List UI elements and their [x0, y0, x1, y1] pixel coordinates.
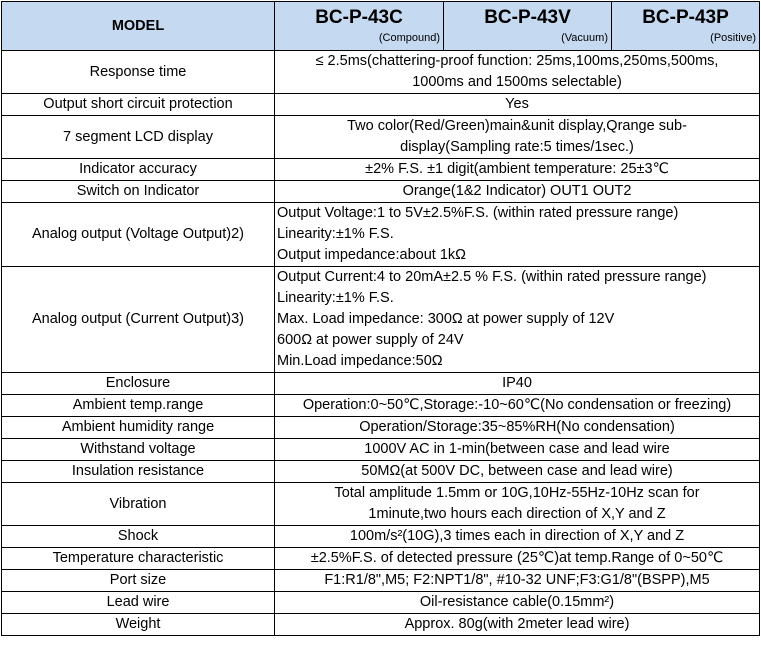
- spec-value: [275, 51, 760, 94]
- spec-value-line: 600Ω at power supply of 24V: [277, 332, 464, 348]
- spec-value-line: ±2.5%F.S. of detected pressure (25℃)at temp.Range of 0~50℃: [310, 550, 724, 566]
- spec-value: [275, 548, 760, 570]
- spec-value: [275, 94, 760, 116]
- spec-label: 7 segment LCD display: [2, 116, 275, 159]
- spec-value-line: ±2% F.S. ±1 digit(ambient temperature: 25±3℃: [365, 161, 669, 177]
- variant-code: BC-P-43C: [315, 7, 403, 28]
- spec-row: [2, 395, 760, 417]
- spec-row: [2, 181, 760, 203]
- spec-label: Lead wire: [2, 592, 275, 614]
- spec-table: [1, 1, 760, 636]
- spec-value: [275, 203, 760, 267]
- spec-label: Insulation resistance: [2, 461, 275, 483]
- variant-header-positive: [612, 2, 760, 51]
- spec-value-line: Output Voltage:1 to 5V±2.5%F.S. (within rated pressure range): [277, 205, 679, 221]
- spec-value-line: 1000V AC in 1-min(between case and lead wire: [364, 441, 670, 457]
- spec-value-line: 50MΩ(at 500V DC, between case and lead wire): [361, 463, 673, 479]
- spec-row: [2, 203, 760, 267]
- spec-value: [275, 614, 760, 636]
- spec-value-line: ≤ 2.5ms(chattering-proof function: 25ms,100ms,250ms,500ms,: [315, 53, 719, 69]
- spec-value-line: Yes: [505, 96, 529, 112]
- spec-row: [2, 548, 760, 570]
- spec-label: Vibration: [2, 483, 275, 526]
- spec-label: Shock: [2, 526, 275, 548]
- spec-value: [275, 592, 760, 614]
- variant-type: (Vacuum): [561, 32, 608, 44]
- spec-row: [2, 94, 760, 116]
- spec-value-line: display(Sampling rate:5 times/1sec.): [400, 139, 634, 155]
- model-header: MODEL: [2, 2, 275, 51]
- spec-row: [2, 483, 760, 526]
- spec-row: [2, 526, 760, 548]
- spec-value-line: Output impedance:about 1kΩ: [277, 247, 466, 263]
- spec-label: Ambient humidity range: [2, 417, 275, 439]
- spec-value-line: Orange(1&2 Indicator) OUT1 OUT2: [402, 183, 632, 199]
- spec-value-line: Min.Load impedance:50Ω: [277, 353, 443, 369]
- spec-value-line: Linearity:±1% F.S.: [277, 290, 394, 306]
- spec-value-line: F1:R1/8",M5; F2:NPT1/8", #10-32 UNF;F3:G1/8"(BSPP),M5: [324, 572, 710, 588]
- spec-label: Switch on Indicator: [2, 181, 275, 203]
- spec-value-line: Total amplitude 1.5mm or 10G,10Hz-55Hz-10Hz scan for: [334, 485, 700, 501]
- spec-value: [275, 395, 760, 417]
- spec-value-line: 100m/s²(10G),3 times each in direction of X,Y and Z: [349, 528, 685, 544]
- spec-label: Port size: [2, 570, 275, 592]
- spec-label: Enclosure: [2, 373, 275, 395]
- spec-label: Temperature characteristic: [2, 548, 275, 570]
- spec-row: [2, 116, 760, 159]
- spec-body: [2, 51, 760, 636]
- spec-row: [2, 439, 760, 461]
- spec-row: [2, 417, 760, 439]
- spec-value: [275, 267, 760, 373]
- spec-value-line: Approx. 80g(with 2meter lead wire): [404, 616, 630, 632]
- spec-label: Withstand voltage: [2, 439, 275, 461]
- spec-value-line: Operation/Storage:35~85%RH(No condensation): [359, 419, 675, 435]
- variant-header-compound: [275, 2, 444, 51]
- spec-row: [2, 267, 760, 373]
- variant-header-vacuum: [444, 2, 612, 51]
- spec-value-line: Linearity:±1% F.S.: [277, 226, 394, 242]
- spec-label: Indicator accuracy: [2, 159, 275, 181]
- spec-row: [2, 592, 760, 614]
- variant-type: (Compound): [378, 32, 440, 44]
- variant-type: (Positive): [710, 32, 756, 44]
- spec-value-line: 1000ms and 1500ms selectable): [412, 74, 622, 90]
- spec-value: [275, 526, 760, 548]
- spec-value-line: IP40: [502, 375, 532, 391]
- spec-row: [2, 373, 760, 395]
- spec-value-line: 1minute,two hours each direction of X,Y and Z: [368, 506, 666, 522]
- spec-value: [275, 116, 760, 159]
- variant-code: BC-P-43P: [642, 7, 729, 28]
- spec-row: [2, 461, 760, 483]
- spec-value-line: Two color(Red/Green)main&unit display,Qrange sub-: [347, 118, 687, 134]
- spec-label: Analog output (Current Output)3): [2, 267, 275, 373]
- spec-label: Ambient temp.range: [2, 395, 275, 417]
- spec-label: Response time: [2, 51, 275, 94]
- spec-label: Output short circuit protection: [2, 94, 275, 116]
- spec-value: [275, 417, 760, 439]
- spec-value: [275, 439, 760, 461]
- spec-label: Analog output (Voltage Output)2): [2, 203, 275, 267]
- spec-value-line: Max. Load impedance: 300Ω at power supply of 12V: [277, 311, 615, 327]
- spec-value: [275, 483, 760, 526]
- spec-value: [275, 181, 760, 203]
- spec-value: [275, 159, 760, 181]
- header-row: [2, 2, 760, 51]
- spec-row: [2, 51, 760, 94]
- spec-value-line: Oil-resistance cable(0.15mm²): [419, 594, 615, 610]
- spec-value: [275, 373, 760, 395]
- variant-code: BC-P-43V: [484, 7, 571, 28]
- spec-value: [275, 570, 760, 592]
- spec-value: [275, 461, 760, 483]
- spec-row: [2, 614, 760, 636]
- spec-row: [2, 159, 760, 181]
- spec-label: Weight: [2, 614, 275, 636]
- spec-row: [2, 570, 760, 592]
- spec-value-line: Operation:0~50℃,Storage:-10~60℃(No condensation or freezing): [302, 397, 732, 413]
- spec-value-line: Output Current:4 to 20mA±2.5 % F.S. (within rated pressure range): [277, 269, 707, 285]
